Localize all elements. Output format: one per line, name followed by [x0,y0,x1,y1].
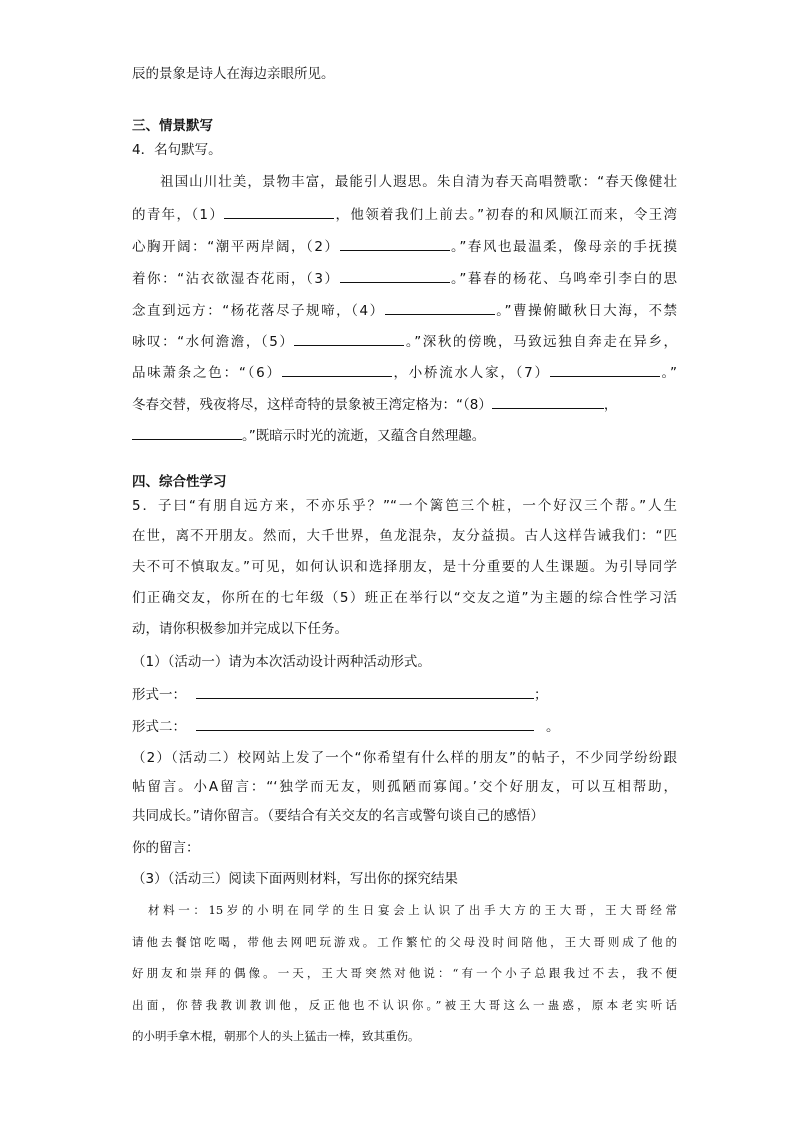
poem-line-5: 念直到远方：“杨花落尽子规啼，（4） 。”曹操俯瞰秋日大海，不禁 [132,300,677,321]
poem-line-9: 。”既暗示时光的流逝，又蕴含自然理趣。 [132,425,677,446]
answer-blank-3[interactable] [340,268,450,283]
activity-2-line-3: 共同成长。”请你留言。（要结合有关交友的名言或警句谈自己的感悟） [132,808,544,824]
answer-blank-2[interactable] [340,236,450,251]
answer-blank-8a[interactable] [492,394,604,409]
q5-line-3: 夫不可不慎取友。”可见，如何认识和选择朋友，是十分重要的人生课题。为引导同学 [132,559,677,575]
poem-line-4: 着你：“沾衣欲湿杏花雨，（3） 。”暮春的杨花、乌鸣牵引李白的思 [132,268,677,289]
answer-blank-4[interactable] [385,300,495,315]
poem-line-7: 品味萧条之色：“（6） ，小桥流水人家，（7） 。” [132,362,677,383]
poem-line-2: 的青年，（1） ，他领着我们上前去。”初春的和风顺江而来，令王湾 [132,204,677,225]
question-4: 4．名句默写。 [132,142,222,158]
form-one-row: 形式一： ； [132,684,677,705]
q5-line-2: 在世，离不开朋友。然而，大千世界，鱼龙混杂，友分益损。古人这样告诫我们：“匹 [132,528,677,544]
material-1-line-3: 好朋友和崇拜的偶像。一天，王大哥突然对他说：“有一个小子总跟我过不去，我不便 [132,966,677,980]
poem-line-6: 咏叹：“水何澹澹，（5） 。”深秋的傍晚，马致远独自奔走在异乡， [132,331,677,352]
material-1-line-1: 材料一：15岁的小明在同学的生日宴会上认识了出手大方的王大哥，王大哥经常 [148,903,677,917]
form-two-row: 形式二： 。 [132,716,677,737]
q5-line-5: 动，请你积极参加并完成以下任务。 [132,621,348,637]
activity-2-line-2: 帖留言。小A留言：“‘独学而无友，则孤陋而寡闻。’交个好朋友，可以互相帮助， [132,779,677,795]
poem-line-8: 冬春交替，残夜将尽，这样奇特的景象被王湾定格为：“（8） ， [132,394,677,415]
answer-blank-8b[interactable] [132,425,242,440]
answer-blank-1[interactable] [224,204,334,219]
form-one-input[interactable] [196,684,534,699]
answer-blank-6[interactable] [282,362,392,377]
material-1-line-4: 出面，你替我教训教训他，反正他也不认识你。”被王大哥这么一蛊惑，原本老实听话 [132,998,677,1012]
form-two-input[interactable] [196,716,534,731]
section-heading-4: 四、综合性学习 [132,474,227,490]
activity-2-line-1: （2）（活动二）校网站上发了一个“你希望有什么样的朋友”的帖子，不少同学纷纷跟 [132,750,677,766]
poem-line-1: 祖国山川壮美，景物丰富，最能引人遐思。朱自清为春天高唱赞歌：“春天像健壮 [160,174,677,190]
activity-3-prompt: （3）（活动三）阅读下面两则材料，写出你的探究结果 [132,871,458,887]
material-1-line-2: 请他去餐馆吃喝，带他去网吧玩游戏。工作繁忙的父母没时间陪他，王大哥则成了他的 [132,935,677,949]
answer-blank-7[interactable] [550,362,660,377]
poem-line-3: 心胸开阔：“潮平两岸阔，（2） 。”春风也最温柔，像母亲的手抚摸 [132,236,677,257]
answer-blank-5[interactable] [294,331,404,346]
q5-line-1: 5．子曰“有朋自远方来，不亦乐乎？”“一个篱笆三个桩，一个好汉三个帮。”人生 [132,498,677,514]
activity-1-prompt: （1）（活动一）请为本次活动设计两种活动形式。 [132,654,431,670]
q5-line-4: 们正确交友，你所在的七年级（5）班正在举行以“交友之道”为主题的综合性学习活 [132,590,677,606]
section-heading-3: 三、情景默写 [132,118,213,134]
material-1-line-5: 的小明手拿木棍，朝那个人的头上猛击一棒，致其重伤。 [132,1029,420,1043]
text-line: 辰的景象是诗人在海边亲眼所见。 [132,66,335,82]
your-message-label: 你的留言： [132,840,200,856]
